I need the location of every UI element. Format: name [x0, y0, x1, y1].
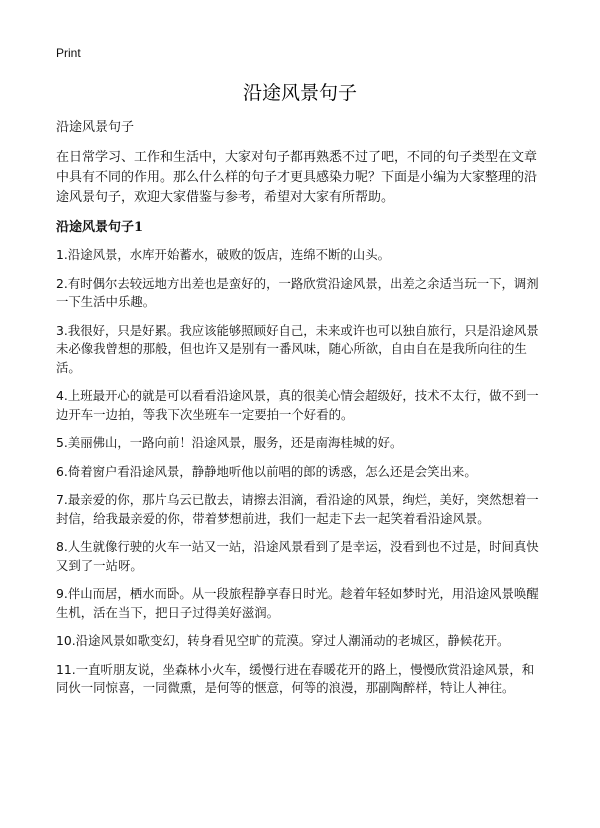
document-body	[56, 118, 542, 708]
sentence-item-3: 3.我很好，只是好累。我应该能够照顾好自己，未来或许也可以独自旅行，只是沿途风景未必像我曾想的那般，但也许又是别有一番风味，随心所欲，自由自在是我所向往的生活。	[56, 322, 539, 375]
sentence-item-1: 1.沿途风景，水库开始蓄水，破败的饭店，连绵不断的山头。	[56, 247, 390, 262]
sentence-item-6: 6.倚着窗户看沿途风景，静静地听他以前唱的郎的诱惑，怎么还是会笑出来。	[56, 463, 477, 479]
sentence-item-10: 10.沿途风景如歌变幻，转身看见空旷的荒漠。穿过人潮涌动的老城区，静候花开。	[56, 633, 510, 648]
sentence-item-4: 4.上班最开心的就是可以看看沿途风景，真的很美心情会超级好，技术不太行，做不到一边开车一边拍，等我下次坐班车一定要拍一个好看的。	[56, 388, 539, 422]
sentence-item-2: 2.有时偶尔去较远地方出差也是蛮好的，一路欣赏沿途风景，出差之余适当玩一下，调剂一下生活中乐趣。	[56, 275, 539, 309]
sentence-item-11: 11.一直听朋友说，坐森林小火车，缓慢行进在春暖花开的路上，慢慢欣赏沿途风景，和同伙一同惊喜，一同微熏，是何等的惬意，何等的浪漫，那副陶醉样，特让人神往。	[56, 661, 535, 695]
sentence-item-9: 9.伴山而居，栖水而卧。从一段旅程静享春日时光。趁着年轻如梦时光，用沿途风景唤醒生机，活在当下，把日子过得美好滋润。	[56, 586, 539, 620]
sentence-item-8: 8.人生就像行驶的火车一站又一站，沿途风景看到了是幸运，没看到也不过是，时间真快又到了一站呀。	[56, 539, 539, 573]
print-link[interactable]: Print	[56, 46, 81, 60]
page-title: 沿途风景句子	[242, 82, 357, 104]
section-heading: 沿途风景句子1	[56, 220, 144, 235]
document-subtitle: 沿途风景句子	[56, 120, 135, 135]
intro-paragraph: 在日常学习、工作和生活中，大家对句子都再熟悉不过了吧，不同的句子类型在文章中具有不同的作用。那么什么样的句子才更具感染力呢？下面是小编为大家整理的沿途风景句子，欢迎大家借鉴与参考，希望对大家有所帮助。	[56, 150, 538, 205]
sentence-item-5: 5.美丽佛山，一路向前！沿途风景，服务，还是南海桂城的好。	[56, 435, 403, 450]
sentence-item-7: 7.最亲爱的你，那片乌云已散去，请擦去泪滴，看沿途的风景，绚烂，美好，突然想着一封信，给我最亲爱的你，带着梦想前进，我们一起走下去一起笑着看沿途风景。	[56, 492, 539, 526]
